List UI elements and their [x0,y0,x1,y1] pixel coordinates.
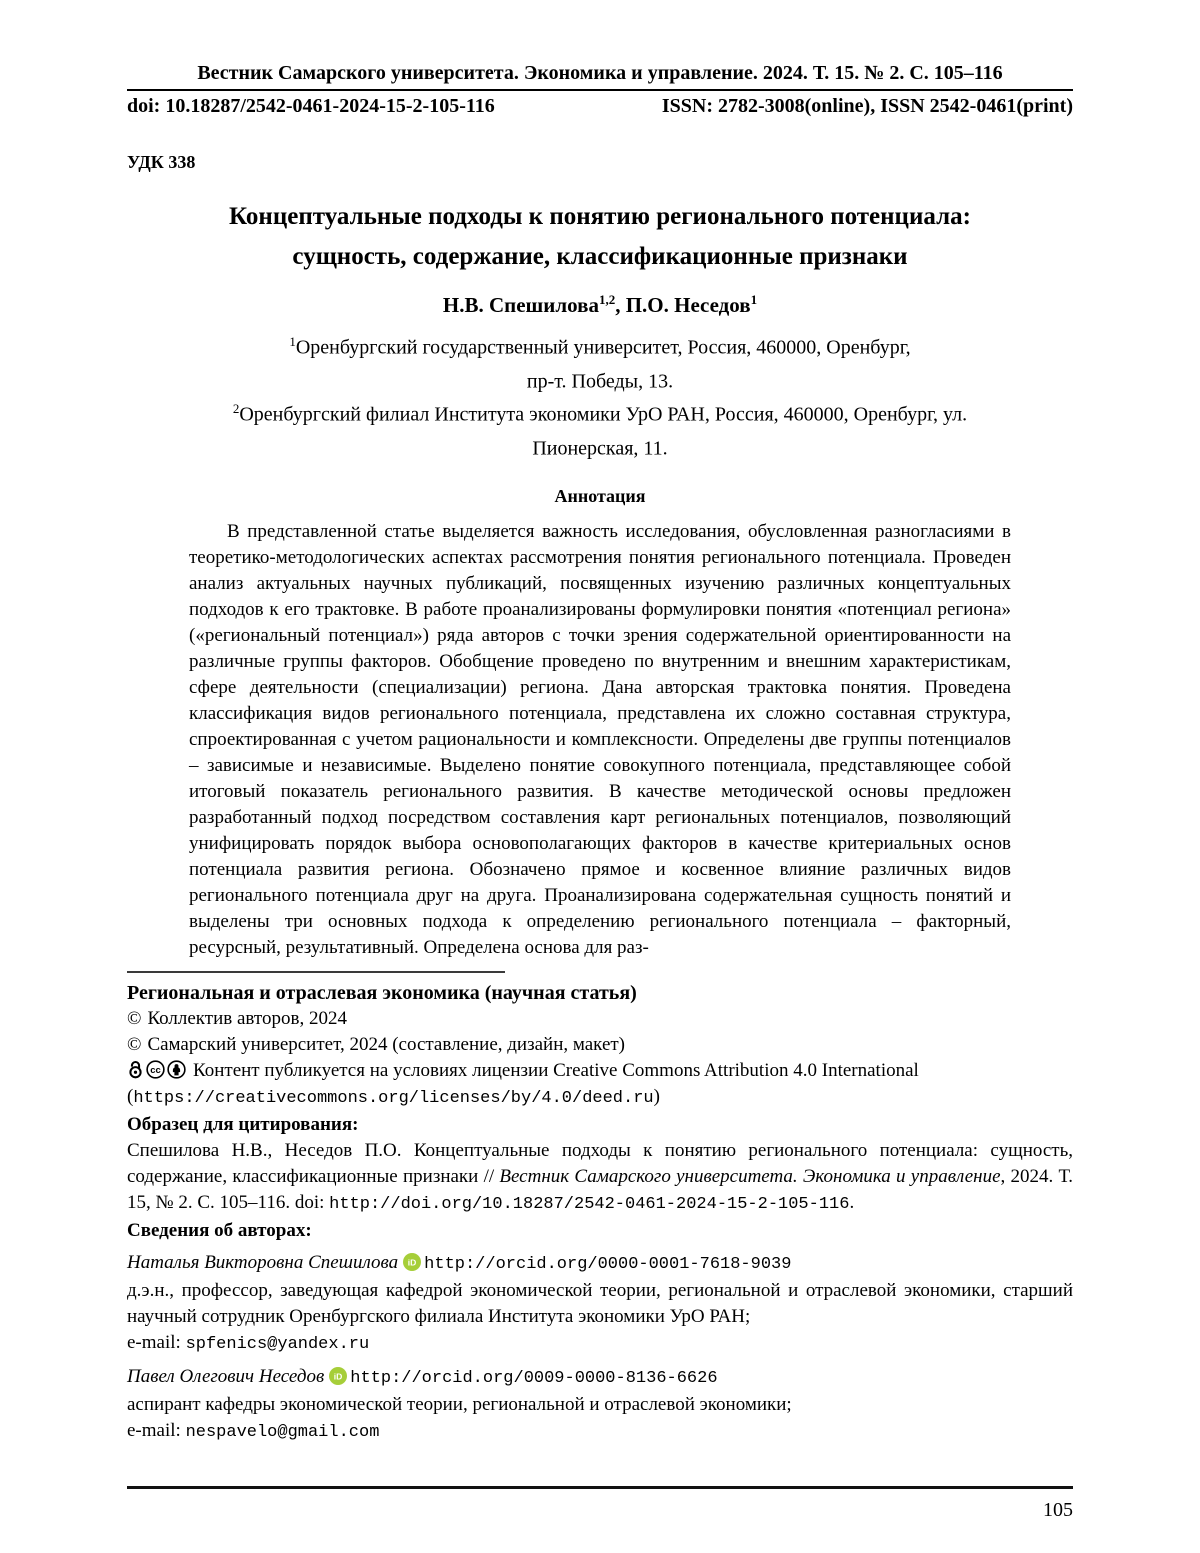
citation-heading: Образец для цитирования: [127,1113,359,1135]
author-affil-sup-2: 1 [750,292,758,307]
copyright-authors-text: Коллектив авторов, 2024 [147,1007,347,1029]
orcid-icon [398,1252,424,1273]
orcid-icon [324,1366,350,1387]
license-line [127,1058,1073,1112]
authors-separator: , [615,293,626,317]
issn-text: ISSN: 2782-3008(online), ISSN 2542-0461(print) [661,95,1073,117]
citation-doi-link[interactable]: http://doi.org/10.18287/2542-0461-2024-15-2-105-116 [329,1194,850,1214]
affiliation-line [127,429,1073,463]
author1-orcid-link[interactable]: http://orcid.org/0000-0001-7618-9039 [424,1254,792,1274]
author2-email[interactable]: nespavelo@gmail.com [185,1422,380,1442]
copyright-university-text: Самарский университет, 2024 (составление, дизайн, макет) [147,1033,626,1055]
citation-journal: Вестник Самарского университета. Экономика и управление [499,1165,1001,1187]
cc-by-icon [167,1060,186,1079]
affiliation-line [127,395,1073,429]
affiliation-sup: 1 [289,334,296,349]
affiliation-line [127,328,1073,362]
affiliation-text: Пионерская, 11. [532,437,668,460]
author1-email[interactable]: spfenics@yandex.ru [185,1334,370,1354]
page-number: 105 [1043,1499,1073,1521]
abstract-text: В представленной статье выделяется важность исследования, обусловленная разногласиями в теоретико-методологических аспектах рассмотрения понятия регионального потенциала. Проведен анализ актуальных научных публикаций, посвященных изучению различных концептуальных подходов к его трактовке. В работе проанализированы формулировки понятия «потенциал региона» («региональный потенциал») ряда авторов с точки зрения содержательной ориентированности на различные группы факторов. Обобщение проведено по внутренним и внешним характеристикам, сфере деятельности (специализации) региона. Дана авторская трактовка понятия. Проведена классификация видов регионального потенциала, представлена их сложно составная структура, спроектированная с учетом рациональности и комплексности. Определены две группы потенциалов – зависимые и независимые. Выделено понятие совокупного потенциала, представляющее собой итоговый показатель регионального развития. В качестве методической основы предложен разработанный подход посредством составления карт региональных потенциалов, позволяющий унифицировать порядок выбора основополагающих факторов в качестве критериальных основ потенциала развития региона. Обозначено прямое и косвенное влияние различных видов регионального потенциала друг на друга. Проанализирована содержательная сущность понятий и выделены три основных подхода к определению регионального потенциала – факторный, ресурсный, результативный. Определена основа для раз- [189,520,1011,958]
cc-icon [146,1060,165,1079]
doi-issn-line [127,93,1073,119]
running-header [127,60,1073,119]
citation-part1: Спешилова Н.В., Неседов П.О. Концептуальные подходы к понятию регионального потенциала: сущность, содержание, классификационные признаки // [127,1139,1073,1187]
copyright-university-line [127,1032,1073,1058]
affiliation-text: Оренбургский филиал Института экономики УрО РАН, Россия, 460000, Оренбург, ул. [239,403,968,426]
license-url[interactable]: https://creativecommons.org/licenses/by/4.0/deed.ru [133,1088,654,1108]
udk-code: УДК 338 [127,152,196,172]
authors-line [127,287,1073,318]
article-title-line1: Концептуальные подходы к понятию регионального потенциала: [229,203,971,230]
author2-full-name: Павел Олегович Неседов [127,1365,325,1387]
section-heading: Региональная и отраслевая экономика (научная статья) [127,981,637,1004]
copyright-authors-line [127,1006,1073,1032]
citation-part3: . [849,1191,855,1213]
bottom-rule [127,1486,1073,1489]
footnote-rule [127,971,505,973]
affiliation-sup: 2 [232,401,240,417]
article-title [127,197,1073,277]
author2-line [127,1364,1073,1392]
author2-bio: аспирант кафедры экономической теории, региональной и отраслевой экономики; [127,1393,792,1415]
author1-bio: д.э.н., профессор, заведующая кафедрой экономической теории, региональной и отраслевой экономики, старший научный сотрудник Оренбургского филиала Института экономики УрО РАН; [127,1279,1073,1327]
affiliation-line [127,362,1073,396]
license-text: Контент публикуется на условиях лицензии Creative Commons Attribution 4.0 International [193,1059,919,1081]
svg-text:iD: iD [407,1257,417,1268]
license-url-close: ) [653,1085,660,1107]
author2-email-line [127,1418,1073,1446]
citation-part2: , 2024. Т. 15, № 2. С. 105–116. doi: [127,1165,1073,1213]
author-name-1: Н.В. Спешилова [442,293,599,317]
svg-text:cc: cc [150,1064,161,1076]
citation-text [127,1138,1073,1218]
affiliation-text: Оренбургский государственный университет, Россия, 460000, Оренбург, [295,336,911,359]
author1-line [127,1250,1073,1278]
journal-title-line: Вестник Самарского университета. Экономика и управление. 2024. Т. 15. № 2. С. 105–116 [127,60,1073,91]
author2-orcid-link[interactable]: http://orcid.org/0009-0000-8136-6626 [350,1368,718,1388]
svg-text:iD: iD [333,1371,343,1382]
page-content [127,60,1073,1446]
affiliations-block [127,328,1073,463]
author1-full-name: Наталья Викторовна Спешилова [127,1251,399,1273]
open-access-icon [127,1060,144,1079]
author-affil-sup-1: 1,2 [598,292,616,307]
email-label: e-mail: [127,1419,186,1441]
license-url-open: ( [127,1085,134,1107]
author-name-2: П.О. Неседов [625,293,751,317]
author1-email-line [127,1330,1073,1358]
article-title-line2: сущность, содержание, классификационные признаки [292,243,908,270]
license-icons [127,1060,188,1081]
email-label: e-mail: [127,1331,186,1353]
copyright-icon: © [127,1033,142,1055]
authors-info-heading: Сведения об авторах: [127,1219,312,1241]
abstract-heading: Аннотация [554,485,646,506]
affiliation-text: пр-т. Победы, 13. [526,370,674,393]
copyright-icon: © [127,1007,142,1029]
doi-text: doi: 10.18287/2542-0461-2024-15-2-105-116 [127,95,495,117]
